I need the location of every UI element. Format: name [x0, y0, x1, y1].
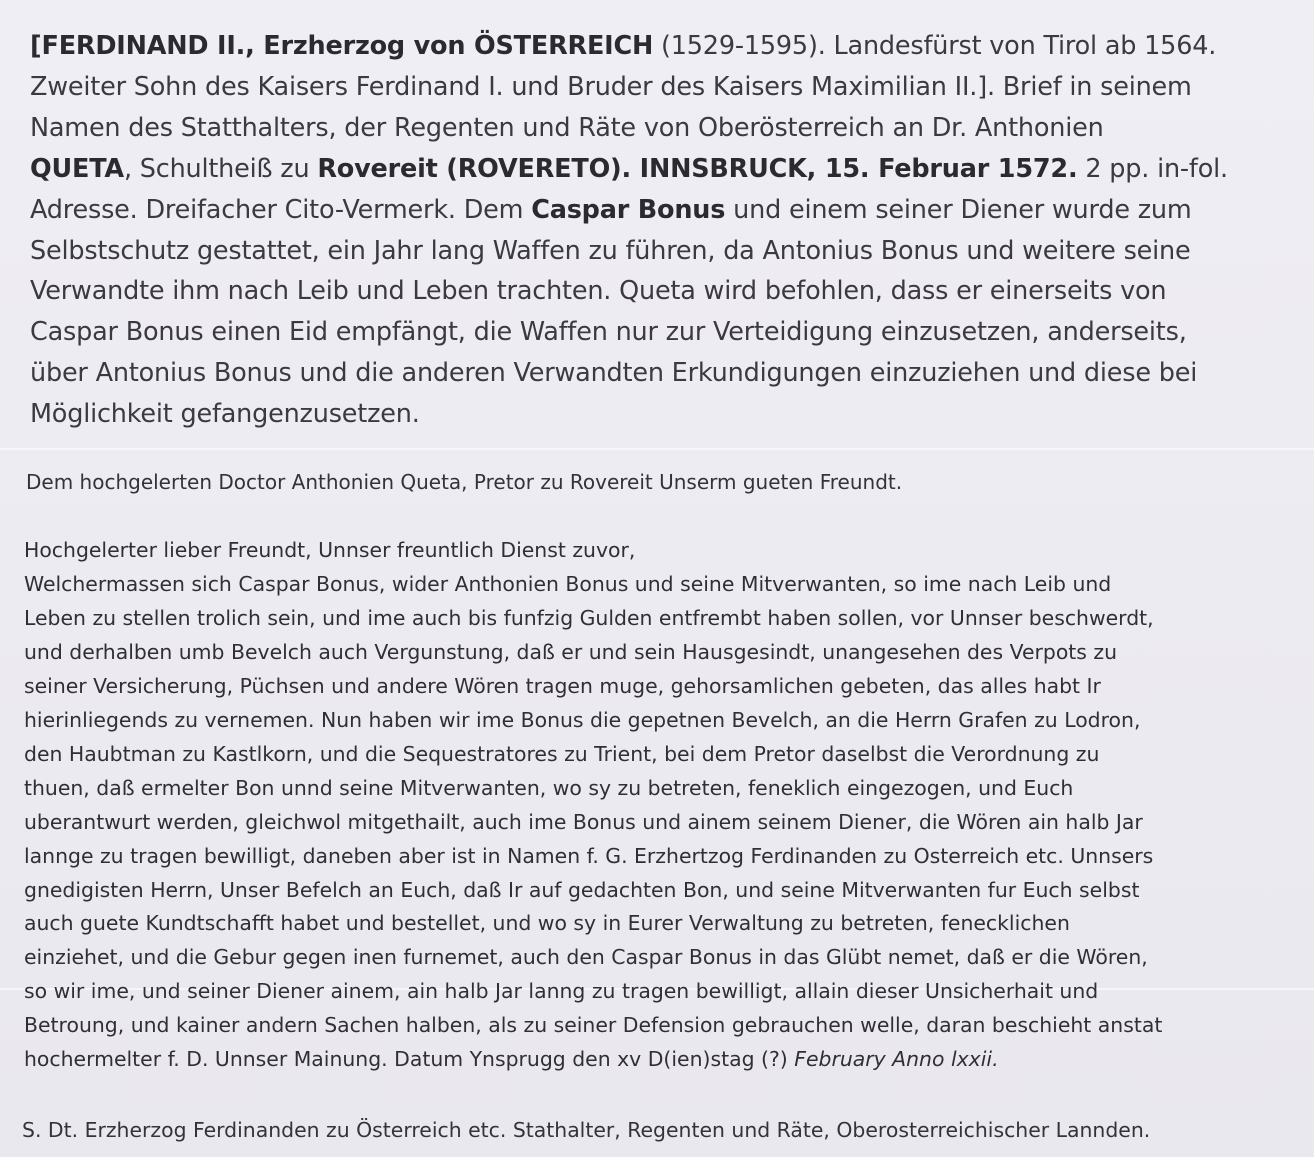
bold-text: FERDINAND II., Erzherzog von ÖSTERREICH	[41, 31, 654, 61]
letter-line-date	[24, 1043, 1306, 1077]
heading-line-3: Namen des Statthalters, der Regenten und Räte von Oberösterreich an Dr. Anthonien	[30, 112, 1104, 143]
heading-line-10: Möglichkeit gefangenzusetzen.	[30, 399, 420, 430]
letter-line: hierinliegends zu vernemen. Nun haben wir ime Bonus die gepetnen Bevelch, an die Herrn Grafen zu Lodron,	[24, 707, 1141, 732]
letter-line: Hochgelerter lieber Freundt, Unnser freuntlich Dienst zuvor,	[24, 538, 636, 562]
letter-line: und derhalben umb Bevelch auch Vergunstung, daß er und sein Hausgesindt, unangesehen des Verpots zu	[24, 639, 1118, 664]
letter-line: auch guete Kundtschafft habet und bestellet, und wo sy in Eurer Verwaltung zu betreten, fenecklichen	[24, 911, 1070, 936]
letter-transcription	[24, 534, 1306, 1077]
letter-address: Dem hochgelerten Doctor Anthonien Queta, Pretor zu Rovereit Unserm gueten Freundt.	[26, 470, 903, 494]
heading-text: , Schultheiß zu	[123, 153, 318, 184]
letter-line: einziehet, und die Gebur gegen inen furnemet, auch den Caspar Bonus in das Glübt nemet, daß er die Wören,	[24, 945, 1148, 970]
heading-line-4	[30, 149, 1306, 190]
letter-text: hochermelter f. D. Unnser Mainung. Datum Ynsprugg den xv D(ien)stag (?)	[24, 1047, 795, 1072]
bold-text: Caspar Bonus	[531, 194, 726, 225]
letter-signature: S. Dt. Erzherzog Ferdinanden zu Österreich etc. Stathalter, Regenten und Räte, Oberosterreichischer Lannden.	[22, 1118, 1151, 1142]
letter-line: thuen, daß ermelter Bon unnd seine Mitverwanten, wo sy zu betreten, feneklich eingezogen, und Euch	[24, 775, 1074, 800]
italic-date: February Anno lxxii.	[794, 1047, 999, 1072]
letter-line: den Haubtman zu Kastlkorn, und die Sequestratores zu Trient, bei dem Pretor daselbst die Verordnung zu	[24, 741, 1100, 766]
bold-text: [	[30, 31, 42, 61]
letter-line: Betroung, und kainer andern Sachen halben, als zu seiner Defension gebrauchen welle, daran beschieht anstat	[24, 1013, 1163, 1038]
letter-line: so wir ime, und seiner Diener ainem, ain halb Jar lanng zu tragen bewilligt, allain dieser Unsicherhait und	[24, 979, 1099, 1004]
heading-text: (1529-1595). Landesfürst von Tirol ab 1564.	[653, 31, 1217, 61]
heading-text: Adresse. Dreifacher Cito-Vermerk. Dem	[30, 194, 532, 225]
heading-line-1	[30, 26, 1306, 67]
heading-line-6: Selbstschutz gestattet, ein Jahr lang Waffen zu führen, da Antonius Bonus und weitere seine	[30, 235, 1191, 266]
letter-line: gnedigisten Herrn, Unser Befelch an Euch, daß Ir auf gedachten Bon, und seine Mitverwanten fur Euch selbst	[24, 877, 1140, 902]
paper-fold	[0, 448, 1314, 450]
heading-line-9: über Antonius Bonus und die anderen Verwandten Erkundigungen einzuziehen und diese bei	[30, 358, 1198, 389]
heading-text: und einem seiner Diener wurde zum	[725, 194, 1192, 225]
letter-line: Leben zu stellen trolich sein, und ime auch bis funfzig Gulden entfrembt haben sollen, vor Unnser beschwerdt,	[24, 605, 1154, 630]
letter-line: seiner Versicherung, Püchsen und andere Wören tragen muge, gehorsamlichen gebeten, das alles habt Ir	[24, 673, 1101, 698]
bold-text: Rovereit (ROVERETO). INNSBRUCK, 15. Februar 1572.	[317, 153, 1078, 184]
letter-line: uberantwurt werden, gleichwol mitgethailt, auch ime Bonus und ainem seinem Diener, die Wören ain halb Jar	[24, 809, 1143, 834]
description-heading	[30, 26, 1306, 435]
heading-line-8: Caspar Bonus einen Eid empfängt, die Waffen nur zur Verteidigung einzusetzen, anderseits,	[30, 317, 1187, 348]
letter-line: lannge zu tragen bewilligt, daneben aber ist in Namen f. G. Erzhertzog Ferdinanden zu Osterreich etc. Unnsers	[24, 843, 1154, 868]
letter-line: Welchermassen sich Caspar Bonus, wider Anthonien Bonus und seine Mitverwanten, so ime nach Leib und	[24, 571, 1112, 596]
heading-line-2: Zweiter Sohn des Kaisers Ferdinand I. und Bruder des Kaisers Maximilian II.]. Brief in seinem	[30, 71, 1192, 102]
heading-line-5	[30, 190, 1306, 231]
heading-line-7: Verwandte ihm nach Leib und Leben trachten. Queta wird befohlen, dass er einerseits von	[30, 276, 1167, 307]
bold-text: QUETA	[30, 153, 124, 184]
heading-text: 2 pp. in-fol.	[1077, 153, 1228, 184]
